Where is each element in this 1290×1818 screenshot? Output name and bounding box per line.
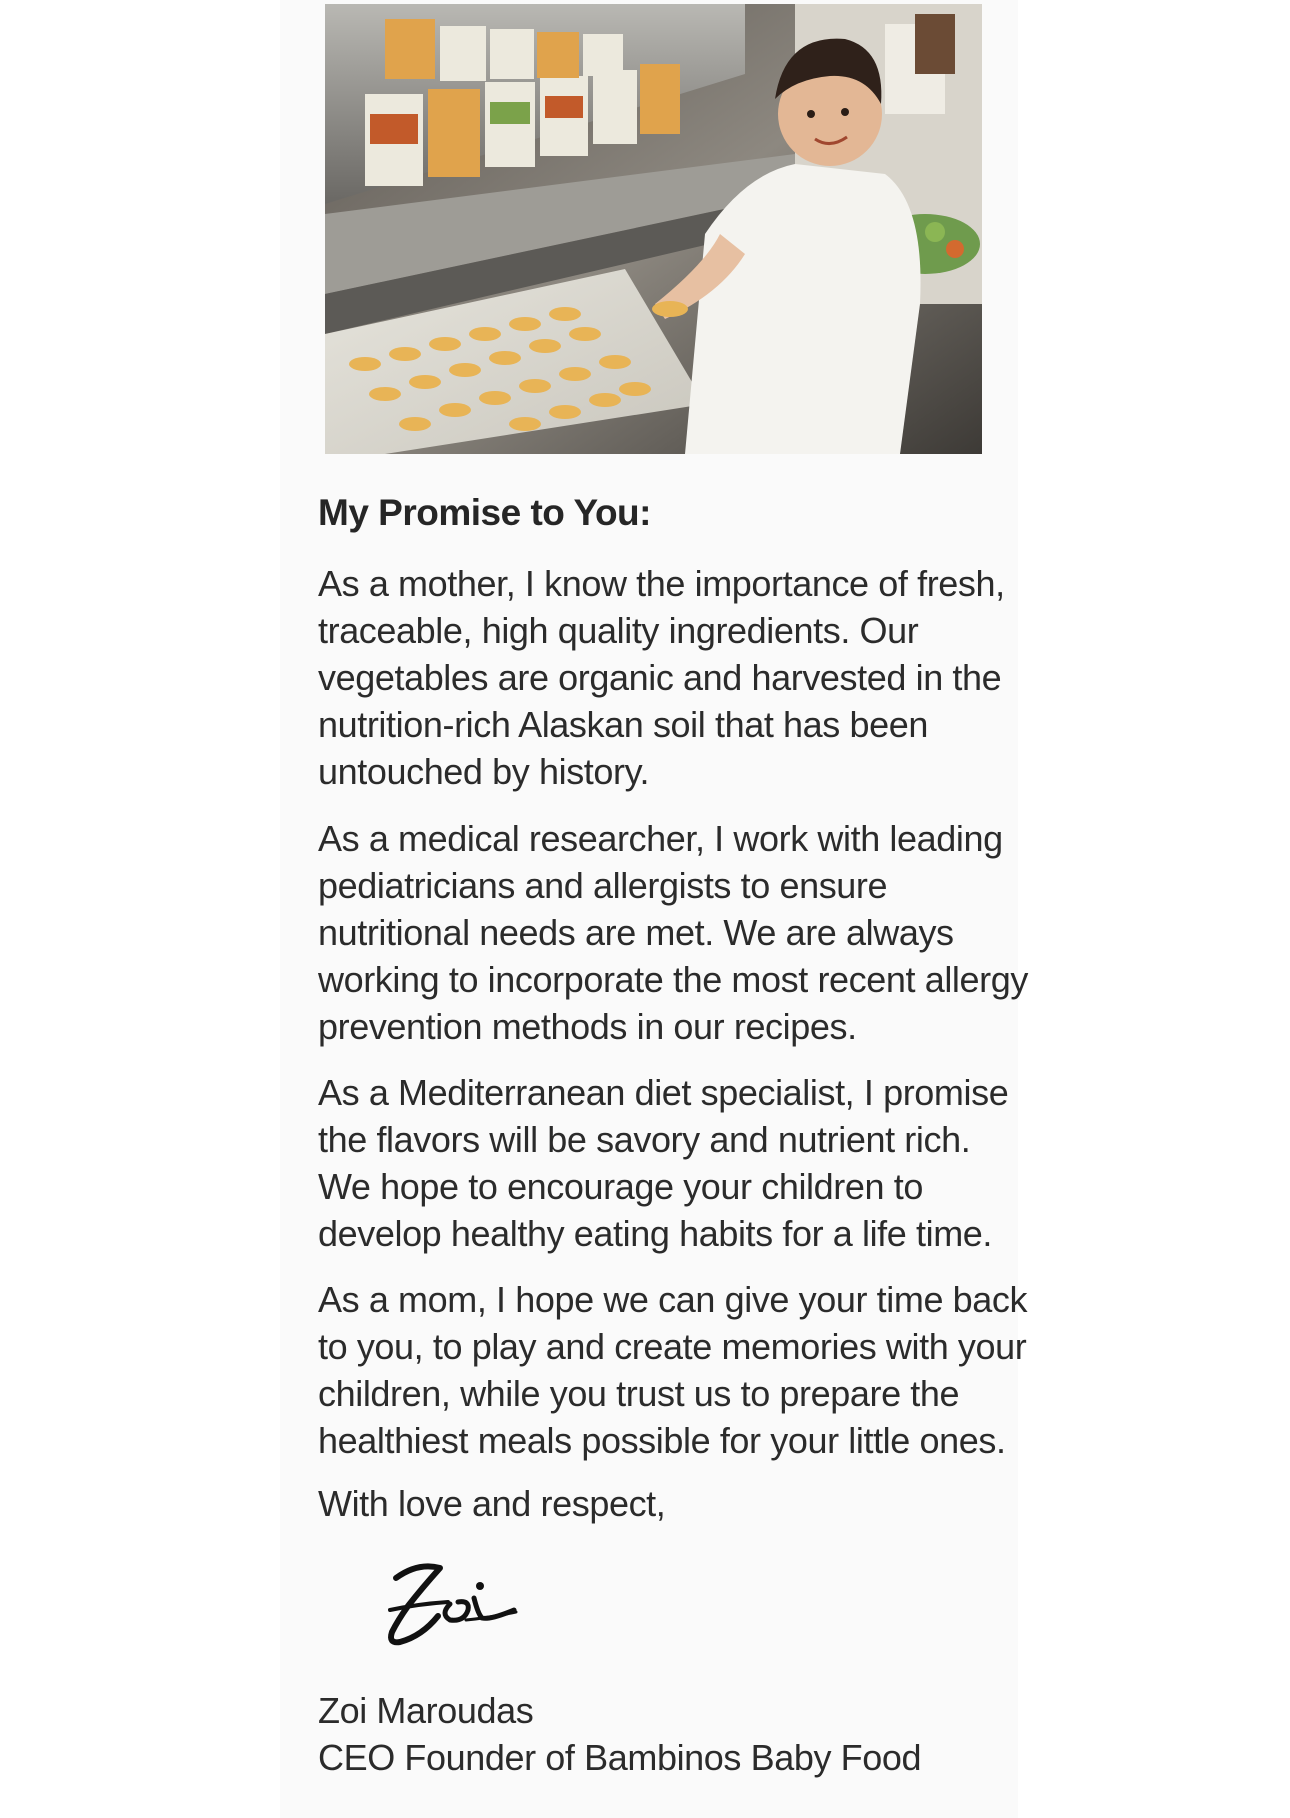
founder-kitchen-photo — [325, 4, 982, 454]
paragraph-line: We hope to encourage your children to — [318, 1166, 923, 1207]
paragraph-line: prevention methods in our recipes. — [318, 1006, 857, 1047]
paragraph-line: As a mother, I know the importance of fresh, — [318, 563, 1005, 604]
paragraph-line: the flavors will be savory and nutrient rich. — [318, 1119, 971, 1160]
paragraph-line: to you, to play and create memories with your — [318, 1326, 1027, 1367]
letter-heading: My Promise to You: — [318, 492, 651, 533]
paragraph-line: traceable, high quality ingredients. Our — [318, 610, 919, 651]
paragraph-line: nutritional needs are met. We are always — [318, 912, 954, 953]
closing-line: With love and respect, — [318, 1483, 666, 1524]
paragraph-line: untouched by history. — [318, 751, 650, 792]
handwritten-signature — [378, 1558, 526, 1658]
photo-illustration — [325, 4, 982, 454]
signer-title: CEO Founder of Bambinos Baby Food — [318, 1737, 922, 1778]
paragraph-mom — [318, 1276, 1027, 1464]
paragraph-line: vegetables are organic and harvested in the — [318, 657, 1002, 698]
signer-name: Zoi Maroudas — [318, 1690, 534, 1731]
paragraph-line: working to incorporate the most recent allergy — [318, 959, 1028, 1000]
paragraph-line: As a Mediterranean diet specialist, I promise — [318, 1072, 1009, 1113]
paragraph-line: As a medical researcher, I work with leading — [318, 818, 1003, 859]
paragraph-diet-specialist — [318, 1069, 1008, 1257]
paragraph-line: As a mom, I hope we can give your time back — [318, 1279, 1028, 1320]
paragraph-line: healthiest meals possible for your little ones. — [318, 1420, 1006, 1461]
paragraph-researcher — [318, 815, 1028, 1050]
paragraph-line: pediatricians and allergists to ensure — [318, 865, 888, 906]
paragraph-line: children, while you trust us to prepare the — [318, 1373, 960, 1414]
paragraph-mother — [318, 560, 1005, 795]
paragraph-line: develop healthy eating habits for a life time. — [318, 1213, 993, 1254]
paragraph-line: nutrition-rich Alaskan soil that has been — [318, 704, 928, 745]
